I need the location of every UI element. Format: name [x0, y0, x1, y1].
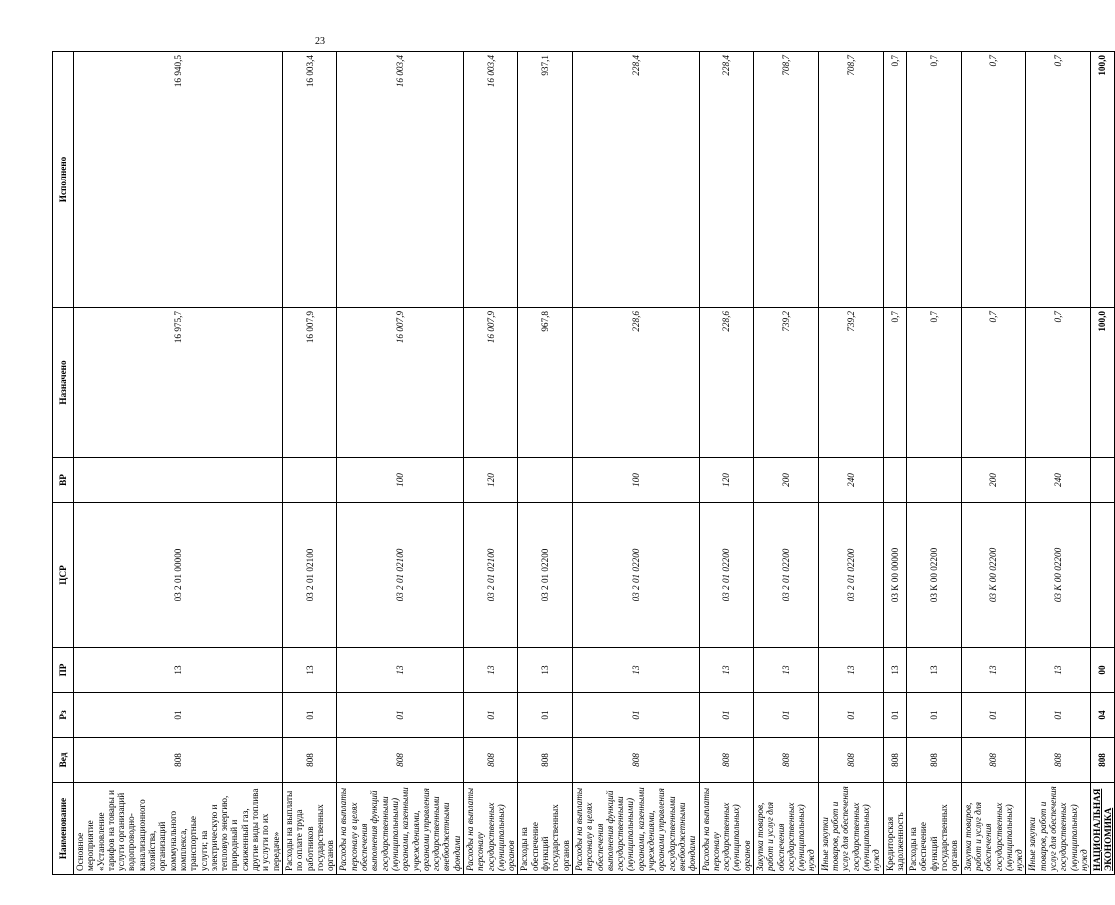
col-name: НАЦИОНАЛЬНАЯ ЭКОНОМИКА: [1091, 783, 1115, 875]
col-pr: 13: [883, 648, 907, 693]
col-plan: 967,8: [518, 308, 572, 458]
col-ved: 808: [337, 738, 464, 783]
col-vr: [1091, 458, 1115, 503]
col-name: Расходы на выплаты персоналу государственных (муниципальных) органов: [463, 783, 517, 875]
col-pr: 13: [463, 648, 517, 693]
col-done: 0,7: [883, 52, 907, 308]
col-vr: [883, 458, 907, 503]
col-vr: [518, 458, 572, 503]
header-col-name: Наименование: [53, 783, 74, 875]
header-row: [53, 52, 74, 875]
col-plan: 228,6: [699, 308, 753, 458]
col-plan: 16 007,9: [463, 308, 517, 458]
table-row: [883, 52, 907, 875]
col-vr: 240: [1026, 458, 1091, 503]
col-done: 0,7: [1026, 52, 1091, 308]
col-rz: 01: [337, 693, 464, 738]
col-csr: 03 2 01 02200: [818, 503, 883, 648]
col-pr: 13: [754, 648, 819, 693]
col-plan: 228,6: [572, 308, 699, 458]
col-vr: 120: [463, 458, 517, 503]
col-done: 228,4: [572, 52, 699, 308]
col-ved: 808: [282, 738, 336, 783]
col-name: Расходы на выплаты персоналу государственных (муниципальных) органов: [699, 783, 753, 875]
col-pr: 13: [74, 648, 283, 693]
col-rz: 01: [518, 693, 572, 738]
col-csr: 03 2 01 02100: [337, 503, 464, 648]
col-name: Расходы на выплаты персоналу в целях обеспечения выполнения функций государственными (муниципальными) органами, казенными учреждениями, органами управления государственными внебюджетными фондами: [572, 783, 699, 875]
table-row: [818, 52, 883, 875]
table-row: [1091, 52, 1115, 875]
col-rz: 01: [463, 693, 517, 738]
col-name: Кредиторская задолженность: [883, 783, 907, 875]
col-rz: 01: [818, 693, 883, 738]
col-pr: 13: [282, 648, 336, 693]
col-vr: 100: [572, 458, 699, 503]
col-name: Иные закупки товаров, работ и услуг для обеспечения государственных (муниципальных) нужд: [818, 783, 883, 875]
col-pr: 13: [699, 648, 753, 693]
col-csr: 03 К 00 00000: [883, 503, 907, 648]
col-ved: 808: [1026, 738, 1091, 783]
col-name: Основное мероприятие «Установление тарифов на товары и услуги организаций водопроводно-канализационного хозяйства, организаций коммунального комплекса, транспортные услуги; на электрическую и тепловую энергию, природный и сжиженный газ, другие виды топлива и услуги по их передаче»: [74, 783, 283, 875]
col-rz: 01: [1026, 693, 1091, 738]
table-row: [699, 52, 753, 875]
col-vr: 240: [818, 458, 883, 503]
col-plan: 100,0: [1091, 308, 1115, 458]
col-rz: 01: [907, 693, 961, 738]
col-done: 0,7: [907, 52, 961, 308]
col-rz: 01: [961, 693, 1026, 738]
col-name: Расходы на обеспечение функций государственных органов: [907, 783, 961, 875]
col-vr: [282, 458, 336, 503]
col-csr: 03 2 01 00000: [74, 503, 283, 648]
col-plan: 16 007,9: [337, 308, 464, 458]
header-col-rz: Рз: [53, 693, 74, 738]
budget-table-container: [52, 52, 1113, 875]
col-rz: 01: [754, 693, 819, 738]
header-col-ved: Вед: [53, 738, 74, 783]
col-ved: 808: [463, 738, 517, 783]
header-col-pr: ПР: [53, 648, 74, 693]
col-pr: 13: [572, 648, 699, 693]
col-plan: 739,2: [754, 308, 819, 458]
col-done: 16 003,4: [282, 52, 336, 308]
page-number: 23: [315, 36, 325, 47]
col-name: Расходы на выплаты персоналу в целях обеспечения выполнения функций государственными (муниципальными) органами, казенными учреждениями, органами управления государственными внебюджетными фондами: [337, 783, 464, 875]
col-rz: 01: [74, 693, 283, 738]
table-row: [282, 52, 336, 875]
col-csr: 03 2 01 02200: [754, 503, 819, 648]
col-ved: 808: [907, 738, 961, 783]
col-pr: 13: [907, 648, 961, 693]
col-plan: 0,7: [961, 308, 1026, 458]
col-done: 228,4: [699, 52, 753, 308]
col-ved: 808: [74, 738, 283, 783]
col-csr: 03 К 00 02200: [1026, 503, 1091, 648]
col-done: 16 003,4: [463, 52, 517, 308]
col-ved: 808: [961, 738, 1026, 783]
col-csr: 03 К 00 02200: [961, 503, 1026, 648]
col-pr: 13: [337, 648, 464, 693]
col-vr: 100: [337, 458, 464, 503]
col-rz: 01: [572, 693, 699, 738]
col-plan: 16 007,9: [282, 308, 336, 458]
col-rz: 01: [883, 693, 907, 738]
table-row: [518, 52, 572, 875]
col-vr: 200: [754, 458, 819, 503]
col-done: 937,1: [518, 52, 572, 308]
col-csr: 03 2 01 02200: [699, 503, 753, 648]
col-name: Закупка товаров, работ и услуг для обеспечения государственных (муниципальных) нужд: [754, 783, 819, 875]
col-done: 100,0: [1091, 52, 1115, 308]
col-pr: 13: [1026, 648, 1091, 693]
table-row: [1026, 52, 1091, 875]
col-ved: 808: [754, 738, 819, 783]
table-row: [907, 52, 961, 875]
col-plan: 0,7: [907, 308, 961, 458]
col-plan: 0,7: [1026, 308, 1091, 458]
col-ved: 808: [572, 738, 699, 783]
col-ved: 808: [699, 738, 753, 783]
col-ved: 808: [518, 738, 572, 783]
col-pr: 00: [1091, 648, 1115, 693]
col-done: 0,7: [961, 52, 1026, 308]
col-pr: 13: [818, 648, 883, 693]
table-row: [337, 52, 464, 875]
header-col-vr: ВР: [53, 458, 74, 503]
col-pr: 13: [518, 648, 572, 693]
col-done: 708,7: [754, 52, 819, 308]
table-row: [961, 52, 1026, 875]
col-vr: 120: [699, 458, 753, 503]
col-done: 16 940,5: [74, 52, 283, 308]
col-rz: 04: [1091, 693, 1115, 738]
header-col-done: Исполнено: [53, 52, 74, 308]
col-plan: 16 975,7: [74, 308, 283, 458]
col-rz: 01: [282, 693, 336, 738]
col-csr: 03 2 01 02100: [463, 503, 517, 648]
table-body: [53, 52, 1115, 875]
col-name: Иные закупки товаров, работ и услуг для обеспечения государственных (муниципальных) нужд: [1026, 783, 1091, 875]
col-csr: 03 К 00 02200: [907, 503, 961, 648]
col-plan: 0,7: [883, 308, 907, 458]
col-csr: 03 2 01 02200: [518, 503, 572, 648]
table-row: [463, 52, 517, 875]
col-pr: 13: [961, 648, 1026, 693]
budget-table: [52, 51, 1115, 875]
col-vr: 200: [961, 458, 1026, 503]
col-done: 16 003,4: [337, 52, 464, 308]
col-name: Расходы на обеспечение функций государственных органов: [518, 783, 572, 875]
header-col-csr: ЦСР: [53, 503, 74, 648]
col-csr: [1091, 503, 1115, 648]
col-ved: 808: [1091, 738, 1115, 783]
col-csr: 03 2 01 02100: [282, 503, 336, 648]
col-name: Закупка товаров, работ и услуг для обеспечения государственных (муниципальных) нужд: [961, 783, 1026, 875]
col-name: Расходы на выплаты по оплате труда работников государственных органов: [282, 783, 336, 875]
table-row: [572, 52, 699, 875]
col-vr: [74, 458, 283, 503]
table-row: [74, 52, 283, 875]
col-ved: 808: [883, 738, 907, 783]
col-ved: 808: [818, 738, 883, 783]
col-done: 708,7: [818, 52, 883, 308]
header-col-plan: Назначено: [53, 308, 74, 458]
table-row: [754, 52, 819, 875]
col-csr: 03 2 01 02200: [572, 503, 699, 648]
col-vr: [907, 458, 961, 503]
col-rz: 01: [699, 693, 753, 738]
col-plan: 739,2: [818, 308, 883, 458]
